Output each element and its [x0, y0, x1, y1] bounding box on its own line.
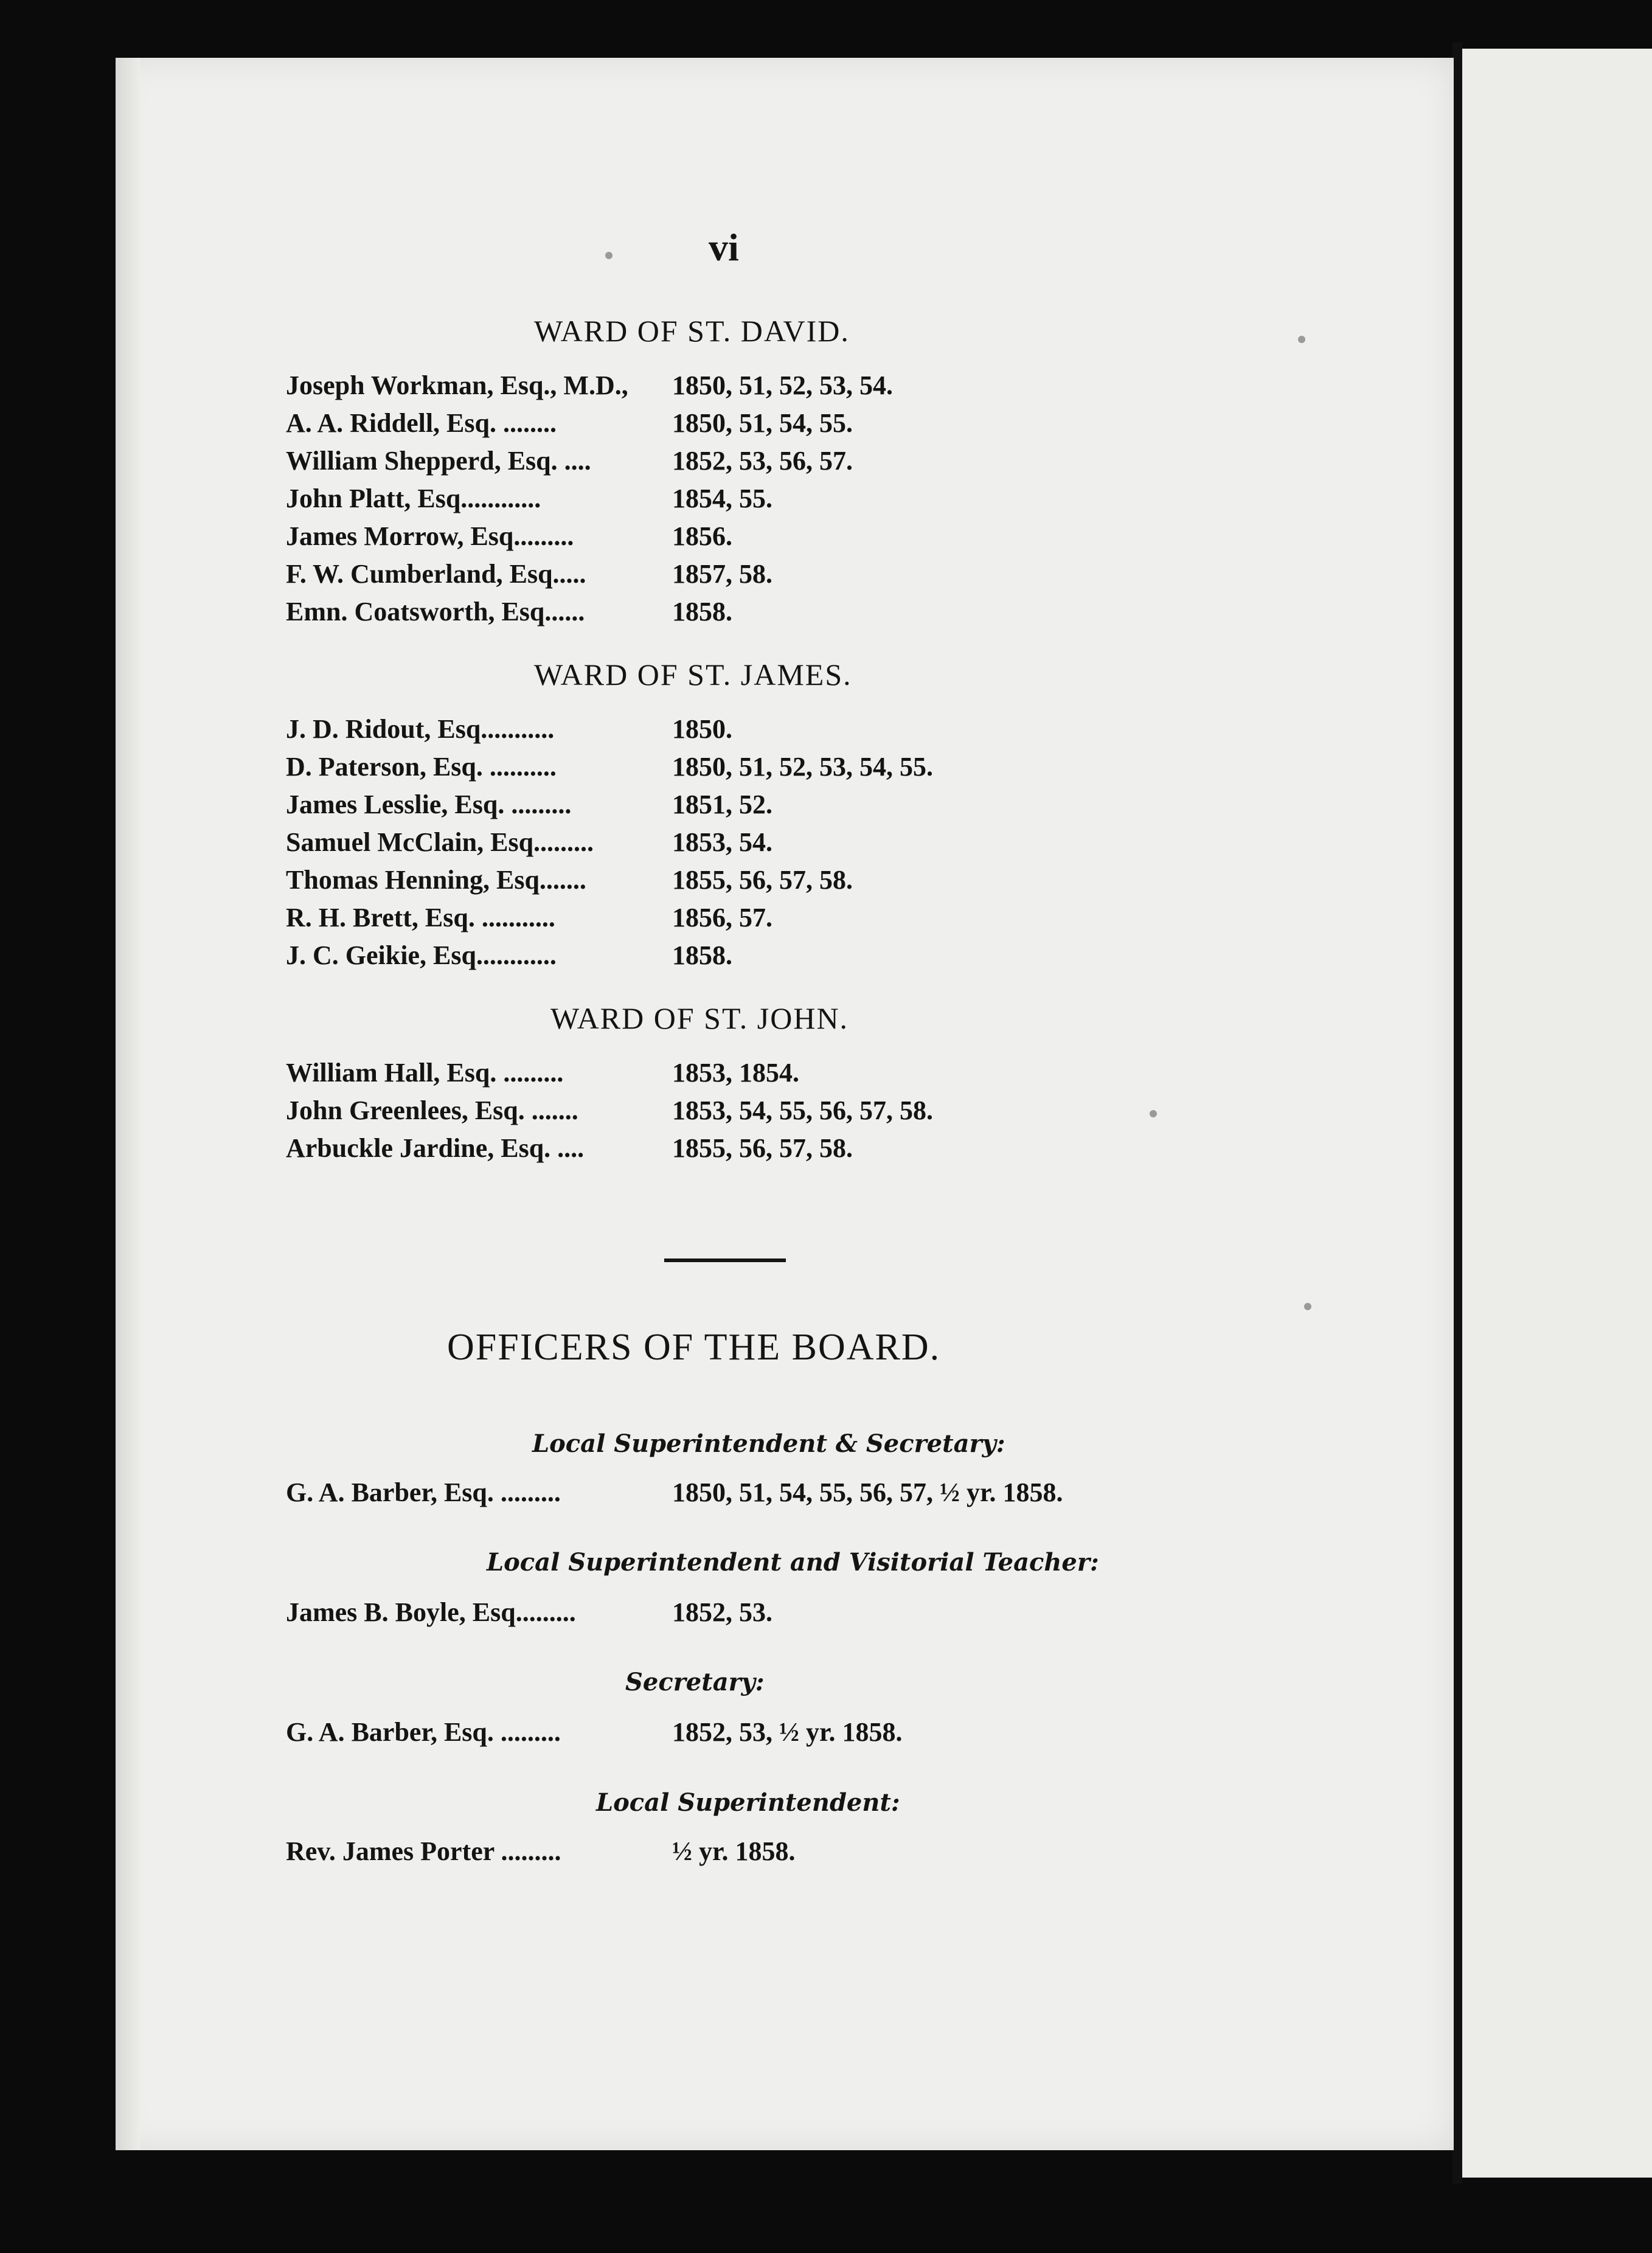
entry-years: 1856. — [672, 521, 732, 551]
section-divider — [664, 1258, 786, 1262]
entry-name: Thomas Henning, Esq....... — [286, 865, 586, 895]
entry-years: 1853, 54. — [672, 827, 772, 857]
entry-years: 1852, 53. — [672, 1597, 772, 1627]
entry-name: Emn. Coatsworth, Esq...... — [286, 597, 585, 627]
entry-name: R. H. Brett, Esq. ........... — [286, 903, 555, 932]
ink-speck — [1304, 1303, 1311, 1310]
ink-speck — [605, 252, 613, 259]
entry-name: D. Paterson, Esq. .......... — [286, 752, 557, 782]
entry-name: F. W. Cumberland, Esq..... — [286, 559, 586, 589]
entry-years: 1853, 54, 55, 56, 57, 58. — [672, 1095, 933, 1125]
ward-title-st-david: WARD OF ST. DAVID. — [534, 314, 850, 348]
entry-years: 1852, 53, ½ yr. 1858. — [672, 1717, 903, 1747]
entry-years: 1850. — [672, 714, 732, 744]
entry-name: A. A. Riddell, Esq. ........ — [286, 408, 557, 438]
entry-name: Rev. James Porter ......... — [286, 1836, 561, 1866]
entry-years: 1852, 53, 56, 57. — [672, 446, 853, 476]
entry-name: William Shepperd, Esq. .... — [286, 446, 591, 476]
entry-name: Samuel McClain, Esq......... — [286, 827, 594, 857]
ward-title-st-james: WARD OF ST. JAMES. — [534, 658, 852, 692]
entry-years: 1854, 55. — [672, 484, 772, 513]
entry-name: Arbuckle Jardine, Esq. .... — [286, 1133, 585, 1163]
entry-name: John Greenlees, Esq. ....... — [286, 1095, 578, 1125]
ink-speck — [1150, 1110, 1157, 1117]
role-heading: Local Superintendent & Secretary: — [532, 1429, 1005, 1458]
role-heading: Secretary: — [625, 1668, 765, 1696]
entry-years: 1856, 57. — [672, 903, 772, 932]
ink-speck — [1298, 336, 1305, 343]
entry-years: 1857, 58. — [672, 559, 772, 589]
entry-years: 1855, 56, 57, 58. — [672, 1133, 853, 1163]
board-title: OFFICERS OF THE BOARD. — [447, 1327, 941, 1368]
entry-name: James B. Boyle, Esq......... — [286, 1597, 576, 1627]
entry-name: William Hall, Esq. ......... — [286, 1058, 564, 1088]
entry-years: 1850, 51, 54, 55. — [672, 408, 853, 438]
entry-name: G. A. Barber, Esq. ......... — [286, 1477, 561, 1507]
entry-name: James Morrow, Esq......... — [286, 521, 574, 551]
entry-years: 1850, 51, 52, 53, 54, 55. — [672, 752, 933, 782]
entry-name: James Lesslie, Esq. ......... — [286, 790, 572, 819]
page-number: vi — [709, 226, 739, 269]
entry-years: 1855, 56, 57, 58. — [672, 865, 853, 895]
role-heading: Local Superintendent: — [596, 1788, 900, 1817]
entry-years: ½ yr. 1858. — [672, 1836, 796, 1866]
entry-name: John Platt, Esq............ — [286, 484, 541, 513]
entry-name: Joseph Workman, Esq., M.D., — [286, 370, 628, 400]
ward-title-st-john: WARD OF ST. JOHN. — [550, 1001, 849, 1035]
entry-years: 1858. — [672, 597, 732, 627]
entry-years: 1853, 1854. — [672, 1058, 799, 1088]
entry-years: 1858. — [672, 940, 732, 970]
entry-name: J. D. Ridout, Esq........... — [286, 714, 555, 744]
entry-name: G. A. Barber, Esq. ......... — [286, 1717, 561, 1747]
entry-name: J. C. Geikie, Esq............ — [286, 940, 557, 970]
entry-years: 1850, 51, 54, 55, 56, 57, ½ yr. 1858. — [672, 1477, 1063, 1507]
role-heading: Local Superintendent and Visitorial Teacher: — [487, 1548, 1099, 1577]
entry-years: 1851, 52. — [672, 790, 772, 819]
entry-years: 1850, 51, 52, 53, 54. — [672, 370, 893, 400]
